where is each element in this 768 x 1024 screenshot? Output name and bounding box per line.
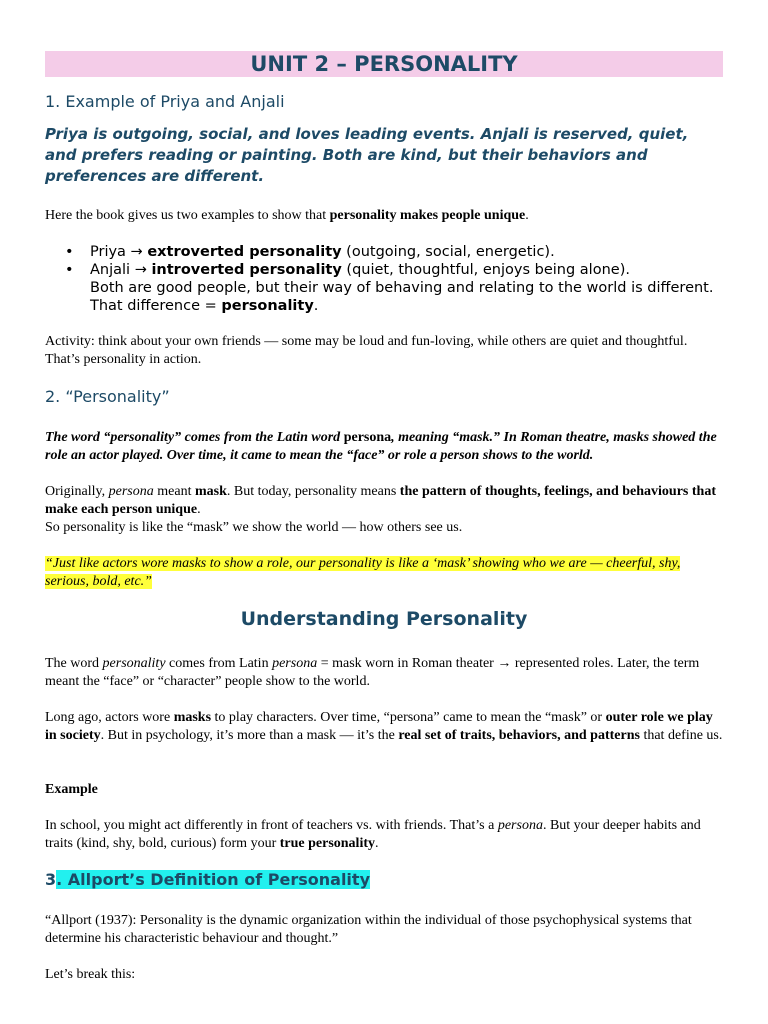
understanding-heading: Understanding Personality bbox=[240, 608, 528, 630]
understanding-paragraph-1: The word personality comes from Latin persona = mask worn in Roman theater → represented roles. Later, the term meant the “face” or “character” people show to the world. bbox=[45, 656, 700, 689]
section-2-lead: The word “personality” comes from the Latin word persona, meaning “mask.” In Roman theatre, masks showed the role an actor played. Over time, it came to mean the “face” or role a person shows to the world. bbox=[45, 430, 717, 463]
highlighted-quote: “Just like actors wore masks to show a role, our personality is like a ‘mask’ showing who we are — cheerful, shy, serious, bold, etc.” bbox=[45, 556, 681, 589]
list-item: • Anjali → introverted personality (quiet, thoughtful, enjoys being alone). bbox=[65, 262, 630, 278]
section-2-paragraph: Originally, persona meant mask. But today, personality means the pattern of thoughts, feelings, and behaviours that make each person unique. So personality is like the “mask” we show the world — how others see us. bbox=[45, 484, 716, 535]
allport-quote: “Allport (1937): Personality is the dynamic organization within the individual of those psychophysical systems that determine his characteristic behaviour and thought.” bbox=[45, 913, 692, 946]
page-title: UNIT 2 – PERSONALITY bbox=[45, 51, 723, 77]
section-1-heading: 1. Example of Priya and Anjali bbox=[45, 92, 285, 111]
section-2-quote bbox=[45, 555, 723, 591]
understanding-paragraph-3: In school, you might act differently in front of teachers vs. with friends. That’s a persona. But your deeper habits and traits (kind, shy, bold, curious) form your true personality. bbox=[45, 818, 701, 851]
section-1-lead: Priya is outgoing, social, and loves leading events. Anjali is reserved, quiet, and prefers reading or painting. Both are kind, but their behaviors and preferences are different. bbox=[45, 125, 689, 185]
section-1-bullets bbox=[45, 243, 723, 315]
list-item: • Priya → extroverted personality (outgoing, social, energetic). bbox=[65, 244, 555, 260]
bullet-icon: • bbox=[65, 244, 74, 260]
breakdown-intro: Let’s break this: bbox=[45, 967, 136, 982]
understanding-paragraph-2: Long ago, actors wore masks to play characters. Over time, “persona” came to mean the “mask” or outer role we play in society. But in psychology, it’s more than a mask — it’s the real set of traits, behaviors, and patterns that define us. bbox=[45, 710, 723, 743]
bullet-continuation: Both are good people, but their way of behaving and relating to the world is different. That difference = personality. bbox=[90, 280, 714, 314]
section-1-activity: Activity: think about your own friends — some may be loud and fun-loving, while others are quiet and thoughtful. That’s personality in action. bbox=[45, 334, 688, 367]
section-1-intro: Here the book gives us two examples to show that personality makes people unique. bbox=[45, 208, 529, 223]
bullet-icon: • bbox=[65, 262, 74, 278]
section-2-heading: 2. “Personality” bbox=[45, 387, 170, 406]
example-label: Example bbox=[45, 782, 98, 797]
section-3-heading: 3. Allport’s Definition of Personality bbox=[45, 870, 370, 889]
